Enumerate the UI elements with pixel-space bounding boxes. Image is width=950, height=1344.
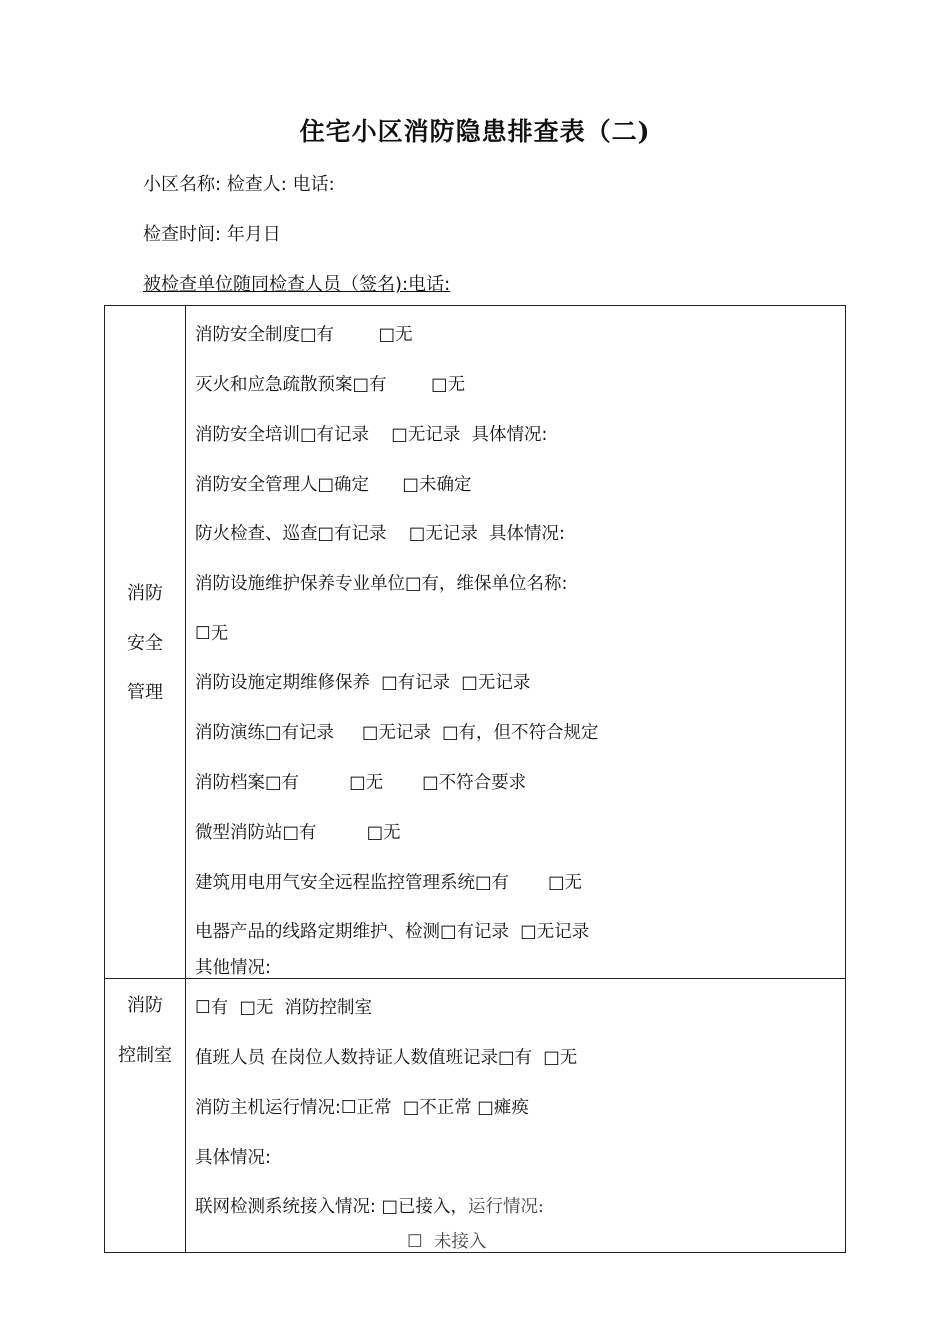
section-label-line: 安全: [127, 632, 163, 654]
table-row: ☐ 未接入: [407, 1232, 487, 1252]
table-row: 具体情况:: [195, 1148, 271, 1168]
table-row: 建筑用电用气安全远程监控管理系统□有 □无: [195, 873, 583, 893]
section-label-line: 消防: [127, 583, 163, 604]
operation-status-label: 运行情况:: [468, 1197, 544, 1217]
section-label-fire-control-room: [105, 981, 185, 1080]
table-row: 消防设施维护保养专业单位□有，维保单位名称:: [195, 574, 568, 594]
table-row: 灭火和应急疏散预案□有 □无: [195, 375, 466, 395]
table-row: 微型消防站□有 □无: [195, 823, 401, 843]
column-divider: [185, 306, 186, 1252]
section-label-line: 消防: [127, 995, 163, 1016]
table-row: 消防安全制度□有 □无: [195, 325, 413, 345]
table-row: ☐有 □无 消防控制室: [195, 998, 372, 1018]
community-info-line: 小区名称: 检查人: 电话:: [143, 174, 335, 195]
accompanying-staff-line: 被检查单位随同检查人员（签名):电话:: [143, 274, 451, 295]
table-row: 电器产品的线路定期维护、检测□有记录 □无记录: [195, 922, 590, 942]
table-row: 消防演练□有记录 □无记录 □有，但不符合规定: [195, 723, 599, 743]
table-row: 消防档案□有 □无 □不符合要求: [195, 773, 527, 793]
table-row: 防火检查、巡查□有记录 □无记录 具体情况:: [195, 524, 565, 544]
table-row: 消防主机运行情况:☐正常 □不正常 □瘫痪: [195, 1098, 529, 1118]
table-row: 其他情况:: [195, 958, 271, 978]
table-row: 值班人员 在岗位人数持证人数值班记录□有 □无: [195, 1048, 578, 1068]
section-label-line: 管理: [127, 682, 163, 703]
section-label-fire-safety-management: [105, 569, 185, 718]
section-label-line: 控制室: [118, 1044, 172, 1066]
page-title: 住宅小区消防隐患排查表（二): [299, 117, 651, 146]
table-row: ☐无: [195, 624, 229, 644]
table-row: 消防安全培训□有记录 □无记录 具体情况:: [195, 425, 548, 445]
table-row: 消防安全管理人□确定 □未确定: [195, 475, 472, 495]
network-status-label: 联网检测系统接入情况: □已接入，: [195, 1197, 468, 1217]
inspection-table: [104, 305, 846, 1253]
table-row: [195, 1193, 544, 1218]
inspection-time-line: 检查时间: 年月日: [143, 224, 281, 245]
table-row: 消防设施定期维修保养 □有记录 □无记录: [195, 673, 531, 693]
